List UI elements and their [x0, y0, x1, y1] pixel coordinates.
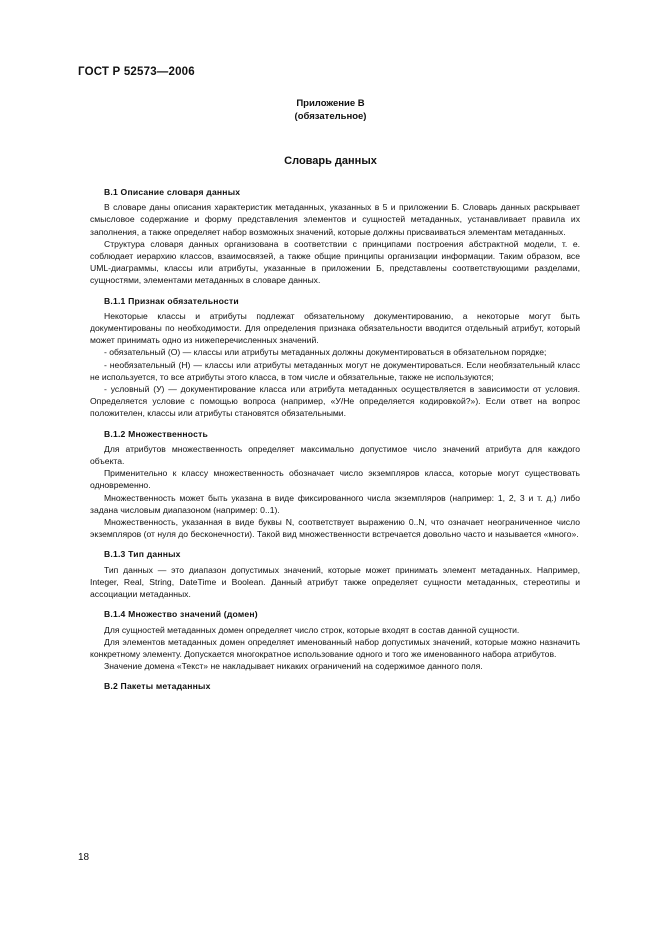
- paragraph: Для сущностей метаданных домен определяет число строк, которые входят в состав данной сущности.: [104, 624, 520, 635]
- paragraph: Для элементов метаданных домен определяет именованный набор допустимых значений, которые можно назначить конкретному элементу. Допускается многократное использование одного и того же именованного набора атрибутов.: [90, 636, 580, 659]
- paragraph: Некоторые классы и атрибуты подлежат обязательному документированию, а некоторые могут быть документированы по необходимости. Для определения признака обязательности вводится отдельный атрибут, который может принимать одно из нижеперечисленных значений.: [90, 310, 580, 346]
- page-number: 18: [78, 852, 90, 863]
- section-heading-b1-3: В.1.3 Тип данных: [104, 549, 181, 560]
- paragraph: Структура словаря данных организована в соответствии с принципами построения абстрактной модели, т. е. соблюдает иерархию классов, взаимосвязей, а также общие принципы организации информации. Таким образом, все UML-диаграммы, классы или атрибуты, указанные в приложении Б, представлены соответствующими разделами, сущностями, элементами метаданных в словаре данных.: [90, 238, 580, 286]
- annex-title: Словарь данных: [284, 155, 377, 167]
- paragraph: Применительно к классу множественность обозначает число экземпляров класса, которые могут существовать одновременно.: [90, 468, 580, 491]
- paragraph: Множественность может быть указана в виде фиксированного числа экземпляров (например: 1, 2, 3 и т. д.) либо задана числовым диапазоном (например: 0..1).: [90, 492, 580, 515]
- section-heading-b2: В.2 Пакеты метаданных: [104, 681, 211, 692]
- section-heading-b1-4: В.1.4 Множество значений (домен): [104, 609, 258, 620]
- paragraph: Тип данных — это диапазон допустимых значений, которые может принимать элемент метаданных. Например, Integer, Real, String, DateTime и Boolean. Данный атрибут также определяет сущности метаданных, стереотипы и ассоциации метаданных.: [90, 564, 580, 600]
- list-item: - обязательный (О) — классы или атрибуты метаданных должны документироваться в обязательном порядке;: [104, 347, 547, 358]
- paragraph: Для атрибутов множественность определяет максимально допустимое число значений атрибута для каждого объекта.: [90, 443, 580, 467]
- paragraph: В словаре даны описания характеристик метаданных, указанных в 5 и приложении Б. Словарь данных раскрывает смысловое содержание и форму представления элементов и сущностей метаданных, устанавливает правила их заполнения, а также определяет набор возможных значений, которые должны присваиваться элементам метаданных.: [90, 202, 580, 237]
- list-item: - условный (У) — документирование класса или атрибута метаданных осуществляется в зависимости от условия. Определяется условие с помощью вопроса (например, «У/Не определяется кодировкой?»). Если ответ на вопрос положителен, классы или атрибуты становятся обязательными.: [90, 384, 580, 419]
- document-body: [90, 186, 580, 696]
- section-heading-b1: В.1 Описание словаря данных: [104, 187, 241, 197]
- paragraph: Значение домена «Текст» не накладывает никаких ограничений на содержимое данного поля.: [104, 661, 483, 672]
- list-item: - необязательный (Н) — классы или атрибуты метаданных могут не документироваться. Если необязательный класс не используется, то все атрибуты этого класса, в том числе и обязательные, также не используются;: [90, 359, 580, 382]
- annex-status: (обязательное): [294, 111, 367, 122]
- standard-header: ГОСТ Р 52573—2006: [78, 66, 195, 78]
- section-heading-b1-1: В.1.1 Признак обязательности: [104, 295, 239, 306]
- section-heading-b1-2: В.1.2 Множественность: [104, 428, 208, 439]
- paragraph: Множественность, указанная в виде буквы N, соответствует выражению 0..N, что означает неограниченное число экземпляров (от нуля до бесконечности). Такой вид множественности встречается довольно часто и называется «много».: [90, 517, 580, 540]
- annex-label: Приложение В: [296, 98, 365, 109]
